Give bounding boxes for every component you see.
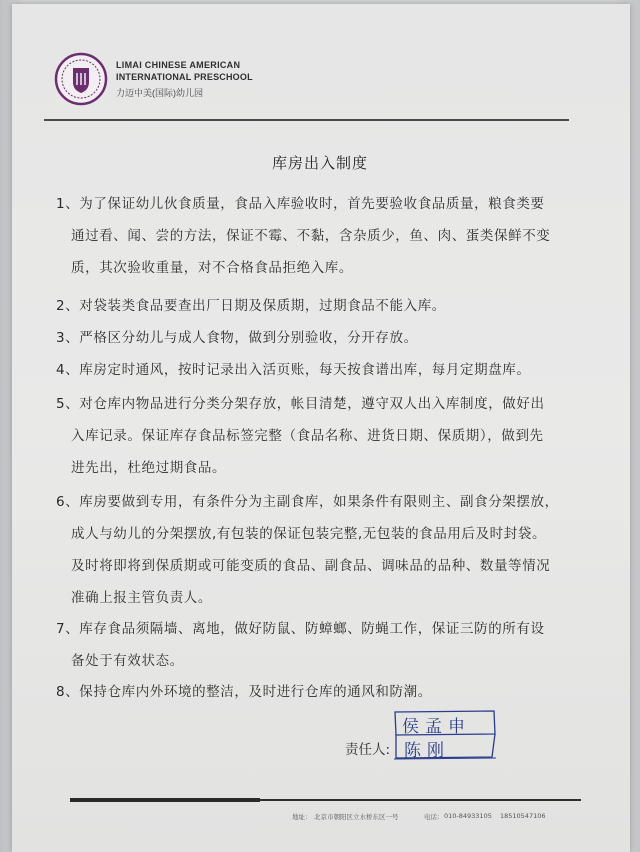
rule-line: 3、严格区分幼儿与成人食物，做到分别验收，分开存放。 xyxy=(56,330,418,346)
rule-line: 1、为了保证幼儿伙食质量，食品入库验收时，首先要验收食品质量，粮食类要 xyxy=(56,196,545,212)
rule-line: 成人与幼儿的分架摆放,有包装的保证包装完整,无包装的食品用后及时封袋。 xyxy=(71,526,547,542)
rule-line: 7、库存食品须隔墙、离地，做好防鼠、防蟑螂、防蝇工作，保证三防的所有设 xyxy=(56,621,545,637)
header-divider xyxy=(44,119,569,121)
rule-line: 准确上报主管负责人。 xyxy=(71,590,212,606)
footer-phone-2: 18510547106 xyxy=(500,812,546,820)
signature-1: 侯孟申 xyxy=(402,717,471,737)
rule-line: 8、保持仓库内外环境的整洁，及时进行仓库的通风和防潮。 xyxy=(56,684,432,700)
responsible-label: 责任人: xyxy=(345,742,391,758)
school-crest-icon xyxy=(54,52,108,106)
footer-address: 北京市朝阳区立水桥东区一号 xyxy=(314,813,399,821)
rule-line: 质，其次验收重量，对不合格食品拒绝入库。 xyxy=(71,260,353,276)
school-header xyxy=(54,52,354,112)
signature-2: 陈刚 xyxy=(404,741,450,761)
footer-phone-1: 010-84933105 xyxy=(444,812,492,820)
school-name-en-line2: INTERNATIONAL PRESCHOOL xyxy=(116,72,253,82)
rule-line: 5、对仓库内物品进行分类分架存放，帐目清楚，遵守双人出入库制度，做好出 xyxy=(56,396,545,412)
school-name-en-line1: LIMAI CHINESE AMERICAN xyxy=(116,60,241,70)
rule-line: 4、库房定时通风，按时记录出入活页账，每天按食谱出库，每月定期盘库。 xyxy=(56,362,531,378)
rule-line: 及时将即将到保质期或可能变质的食品、副食品、调味品的品种、数量等情况 xyxy=(71,558,551,574)
document-title: 库房出入制度 xyxy=(271,154,368,172)
signature-box xyxy=(392,708,498,760)
footer-divider-accent xyxy=(70,798,260,802)
footer-address-label: 地址： xyxy=(292,813,312,821)
rule-line: 通过看、闻、尝的方法，保证不霉、不黏，含杂质少，鱼、肉、蛋类保鲜不变 xyxy=(71,228,551,244)
school-name-cn: 力迈中美(国际)幼儿园 xyxy=(116,88,203,98)
rule-line: 2、对袋装类食品要查出厂日期及保质期，过期食品不能入库。 xyxy=(56,298,446,314)
rule-line: 入库记录。保证库存食品标签完整（食品名称、进货日期、保质期），做到先 xyxy=(71,428,544,444)
rule-line: 6、库房要做到专用，有条件分为主副食库，如果条件有限则主、副食分架摆放， xyxy=(56,494,559,510)
rule-line: 进先出，杜绝过期食品。 xyxy=(71,460,227,476)
footer-phone-label: 电话： xyxy=(424,813,444,821)
rule-line: 备处于有效状态。 xyxy=(71,653,184,669)
